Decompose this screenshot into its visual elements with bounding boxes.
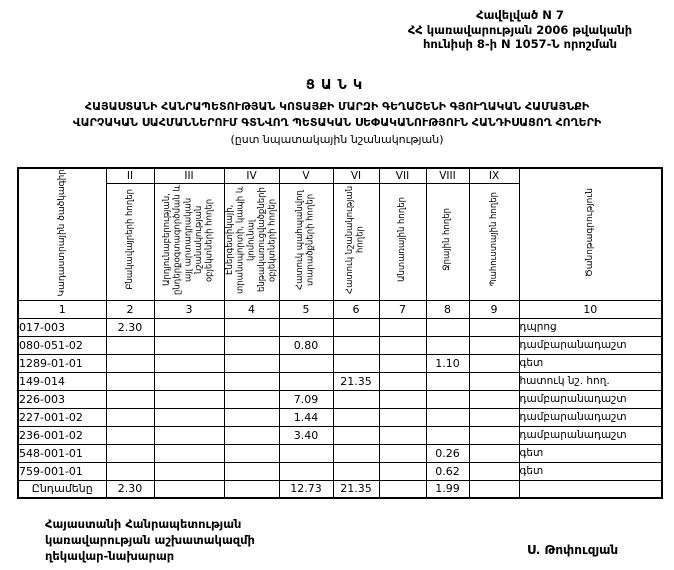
header-industrial-lands: Արդյունաբերության, ընդերքօգտագործման և այլ արտադրական նշանակության օբյեկտների հողեր bbox=[154, 183, 224, 300]
table-row bbox=[18, 372, 662, 390]
cell-area-value bbox=[469, 336, 519, 354]
cell-area-value bbox=[379, 372, 426, 390]
cell-area-value bbox=[426, 336, 469, 354]
header-cadastral-code-label: Կադաստրային ծածկագիր bbox=[56, 169, 67, 297]
cell-area-value: 7.09 bbox=[279, 390, 333, 408]
cell-area-value bbox=[469, 426, 519, 444]
roman-numeral-row bbox=[18, 168, 662, 183]
cell-area-value bbox=[379, 462, 426, 480]
cell-area-value bbox=[224, 354, 279, 372]
cell-area-value bbox=[279, 462, 333, 480]
cell-area-value bbox=[333, 390, 379, 408]
colnum-2: 2 bbox=[106, 300, 154, 318]
cell-area-value bbox=[224, 408, 279, 426]
cell-area-value bbox=[224, 318, 279, 336]
colnum-10: 10 bbox=[519, 300, 662, 318]
total-reserve bbox=[469, 480, 519, 498]
cell-area-value bbox=[379, 426, 426, 444]
cell-area-value bbox=[279, 318, 333, 336]
cell-note: գետ bbox=[519, 462, 662, 480]
total-label: Ընդամենը bbox=[18, 480, 106, 498]
cell-area-value bbox=[154, 372, 224, 390]
table-row bbox=[18, 336, 662, 354]
cell-area-value bbox=[469, 390, 519, 408]
cell-cadastral-code: 759-001-01 bbox=[18, 462, 106, 480]
total-note bbox=[519, 480, 662, 498]
header-water-lands: Ջրային հողեր bbox=[426, 183, 469, 300]
cell-cadastral-code: 1289-01-01 bbox=[18, 354, 106, 372]
cell-area-value bbox=[224, 462, 279, 480]
cell-area-value bbox=[154, 462, 224, 480]
header-protected-lands: Հատուկ պահպանվող տարածքների հողեր bbox=[279, 183, 333, 300]
header-note-label: Ծանոթագրություն bbox=[584, 188, 595, 278]
cell-area-value bbox=[426, 426, 469, 444]
cell-area-value bbox=[106, 372, 154, 390]
cell-area-value bbox=[106, 390, 154, 408]
subtitle-line-2: ՎԱՐՉԱԿԱՆ ՍԱՀՄԱՆՆԵՐՈՒՄ ԳՏՆՎՈՂ ՊԵՏԱԿԱՆ ՍԵՓԱԿԱՆՈՒԹՅՈՒՆ ՀԱՆԴԻՍԱՑՈՂ ՀՈՂԵՐԻ bbox=[72, 116, 602, 129]
cell-note: դամբարանադաշտ bbox=[519, 390, 662, 408]
table-row bbox=[18, 318, 662, 336]
roman-viii: VIII bbox=[426, 168, 469, 183]
cell-area-value bbox=[106, 444, 154, 462]
header-special-purpose-lands: Հատուկ նշանակության հողեր bbox=[333, 183, 379, 300]
cell-area-value: 1.10 bbox=[426, 354, 469, 372]
cell-area-value: 3.40 bbox=[279, 426, 333, 444]
header-forest-lands: Անտառային հողեր bbox=[379, 183, 426, 300]
table-row bbox=[18, 426, 662, 444]
table-row bbox=[18, 354, 662, 372]
cell-area-value bbox=[106, 462, 154, 480]
header-residential-lands: Բնակավայրերի հողեր bbox=[106, 183, 154, 300]
cell-cadastral-code: 226-003 bbox=[18, 390, 106, 408]
cell-area-value bbox=[379, 408, 426, 426]
signatory-title-block bbox=[45, 516, 255, 564]
appendix-line-3: հունիսի 8-ի N 1057-Ն որոշման bbox=[423, 37, 617, 52]
cell-area-value: 0.62 bbox=[426, 462, 469, 480]
appendix-note bbox=[370, 8, 670, 52]
cell-area-value bbox=[379, 390, 426, 408]
colnum-8: 8 bbox=[426, 300, 469, 318]
cell-area-value bbox=[333, 318, 379, 336]
cell-area-value bbox=[379, 354, 426, 372]
colnum-7: 7 bbox=[379, 300, 426, 318]
colnum-9: 9 bbox=[469, 300, 519, 318]
cell-area-value bbox=[154, 408, 224, 426]
roman-vii: VII bbox=[379, 168, 426, 183]
colnum-4: 4 bbox=[224, 300, 279, 318]
cell-area-value bbox=[224, 390, 279, 408]
cell-area-value bbox=[379, 336, 426, 354]
cell-note: գետ bbox=[519, 354, 662, 372]
cell-area-value bbox=[379, 444, 426, 462]
cell-area-value bbox=[154, 426, 224, 444]
colnum-1: 1 bbox=[18, 300, 106, 318]
cell-cadastral-code: 548-001-01 bbox=[18, 444, 106, 462]
land-table bbox=[17, 167, 663, 499]
cell-area-value bbox=[426, 408, 469, 426]
appendix-line-2: ՀՀ կառավարության 2006 թվականի bbox=[407, 22, 633, 37]
total-forest bbox=[379, 480, 426, 498]
cell-area-value: 2.30 bbox=[106, 318, 154, 336]
cell-area-value bbox=[154, 336, 224, 354]
column-numbers-row bbox=[18, 300, 662, 318]
cell-area-value: 0.26 bbox=[426, 444, 469, 462]
cell-area-value bbox=[333, 444, 379, 462]
cell-area-value bbox=[333, 462, 379, 480]
roman-ix: IX bbox=[469, 168, 519, 183]
cell-cadastral-code: 149-014 bbox=[18, 372, 106, 390]
signatory-title-line-3: ղեկավար-նախարար bbox=[45, 549, 175, 564]
cell-area-value bbox=[426, 372, 469, 390]
cell-area-value bbox=[469, 444, 519, 462]
cell-cadastral-code: 017-003 bbox=[18, 318, 106, 336]
roman-iii: III bbox=[154, 168, 224, 183]
total-row bbox=[18, 480, 662, 498]
cell-area-value bbox=[224, 444, 279, 462]
cell-area-value: 0.80 bbox=[279, 336, 333, 354]
page-title: ՑԱՆԿ bbox=[305, 78, 369, 93]
roman-v: V bbox=[279, 168, 333, 183]
cell-area-value bbox=[279, 444, 333, 462]
header-note-column bbox=[519, 168, 662, 300]
cell-area-value bbox=[469, 462, 519, 480]
cell-note: հատուկ նշ. հող. bbox=[519, 372, 662, 390]
cell-area-value bbox=[469, 408, 519, 426]
cell-note: դպրոց bbox=[519, 318, 662, 336]
appendix-line-1: Հավելված N 7 bbox=[476, 8, 564, 22]
roman-iv: IV bbox=[224, 168, 279, 183]
colnum-5: 5 bbox=[279, 300, 333, 318]
cell-area-value bbox=[224, 336, 279, 354]
cell-note: դամբարանադաշտ bbox=[519, 426, 662, 444]
cell-area-value bbox=[106, 354, 154, 372]
roman-vi: VI bbox=[333, 168, 379, 183]
cell-area-value bbox=[106, 426, 154, 444]
cell-area-value bbox=[224, 426, 279, 444]
header-cadastral-code bbox=[18, 168, 106, 300]
cell-area-value bbox=[106, 408, 154, 426]
total-special: 21.35 bbox=[333, 480, 379, 498]
subtitle-line-1: ՀԱՅԱՍՏԱՆԻ ՀԱՆՐԱՊԵՏՈՒԹՅԱՆ ԿՈՏԱՅՔԻ ՄԱՐԶԻ ԳԵՂԱՇԵՆԻ ԳՅՈՒՂԱԿԱՆ ՀԱՄԱՅՆՔԻ bbox=[84, 100, 590, 113]
cell-area-value bbox=[333, 426, 379, 444]
signatory-name: Ս. Թոփուզյան bbox=[527, 543, 619, 557]
total-energy bbox=[224, 480, 279, 498]
table-row bbox=[18, 444, 662, 462]
cell-cadastral-code: 227-001-02 bbox=[18, 408, 106, 426]
signatory-title-line-1: Հայաստանի Հանրապետության bbox=[45, 517, 242, 531]
cell-area-value bbox=[426, 318, 469, 336]
cell-area-value: 1.44 bbox=[279, 408, 333, 426]
header-reserve-lands: Պահուստային հողեր bbox=[469, 183, 519, 300]
total-industrial bbox=[154, 480, 224, 498]
cell-area-value bbox=[279, 354, 333, 372]
cell-area-value bbox=[469, 372, 519, 390]
cell-area-value bbox=[379, 318, 426, 336]
cell-area-value bbox=[469, 318, 519, 336]
total-residential: 2.30 bbox=[106, 480, 154, 498]
cell-area-value bbox=[106, 336, 154, 354]
cell-cadastral-code: 236-001-02 bbox=[18, 426, 106, 444]
total-protected: 12.73 bbox=[279, 480, 333, 498]
total-water: 1.99 bbox=[426, 480, 469, 498]
cell-area-value bbox=[154, 318, 224, 336]
cell-area-value bbox=[333, 408, 379, 426]
table-row bbox=[18, 462, 662, 480]
cell-area-value bbox=[333, 354, 379, 372]
cell-area-value bbox=[154, 390, 224, 408]
cell-area-value: 21.35 bbox=[333, 372, 379, 390]
colnum-3: 3 bbox=[154, 300, 224, 318]
cell-area-value bbox=[224, 372, 279, 390]
cell-note: դամբարանադաշտ bbox=[519, 408, 662, 426]
signatory-title-line-2: կառավարության աշխատակազմի bbox=[45, 533, 255, 548]
header-energy-transport-lands: Էներգետիկայի, տրանսպորտի, կապի և կոմունալ ենթակառուցվածքների օբյեկտների հողեր bbox=[224, 183, 279, 300]
cell-area-value bbox=[469, 354, 519, 372]
cell-area-value bbox=[154, 354, 224, 372]
subtitle-line-3: (ըստ նպատակային նշանակության) bbox=[230, 133, 444, 146]
cell-area-value bbox=[154, 444, 224, 462]
colnum-6: 6 bbox=[333, 300, 379, 318]
table-row bbox=[18, 390, 662, 408]
cell-area-value bbox=[426, 390, 469, 408]
table-body bbox=[18, 318, 662, 480]
cell-cadastral-code: 080-051-02 bbox=[18, 336, 106, 354]
cell-area-value bbox=[279, 372, 333, 390]
cell-note: գետ bbox=[519, 444, 662, 462]
cell-note: դամբարանադաշտ bbox=[519, 336, 662, 354]
table-row bbox=[18, 408, 662, 426]
cell-area-value bbox=[333, 336, 379, 354]
roman-ii: II bbox=[106, 168, 154, 183]
